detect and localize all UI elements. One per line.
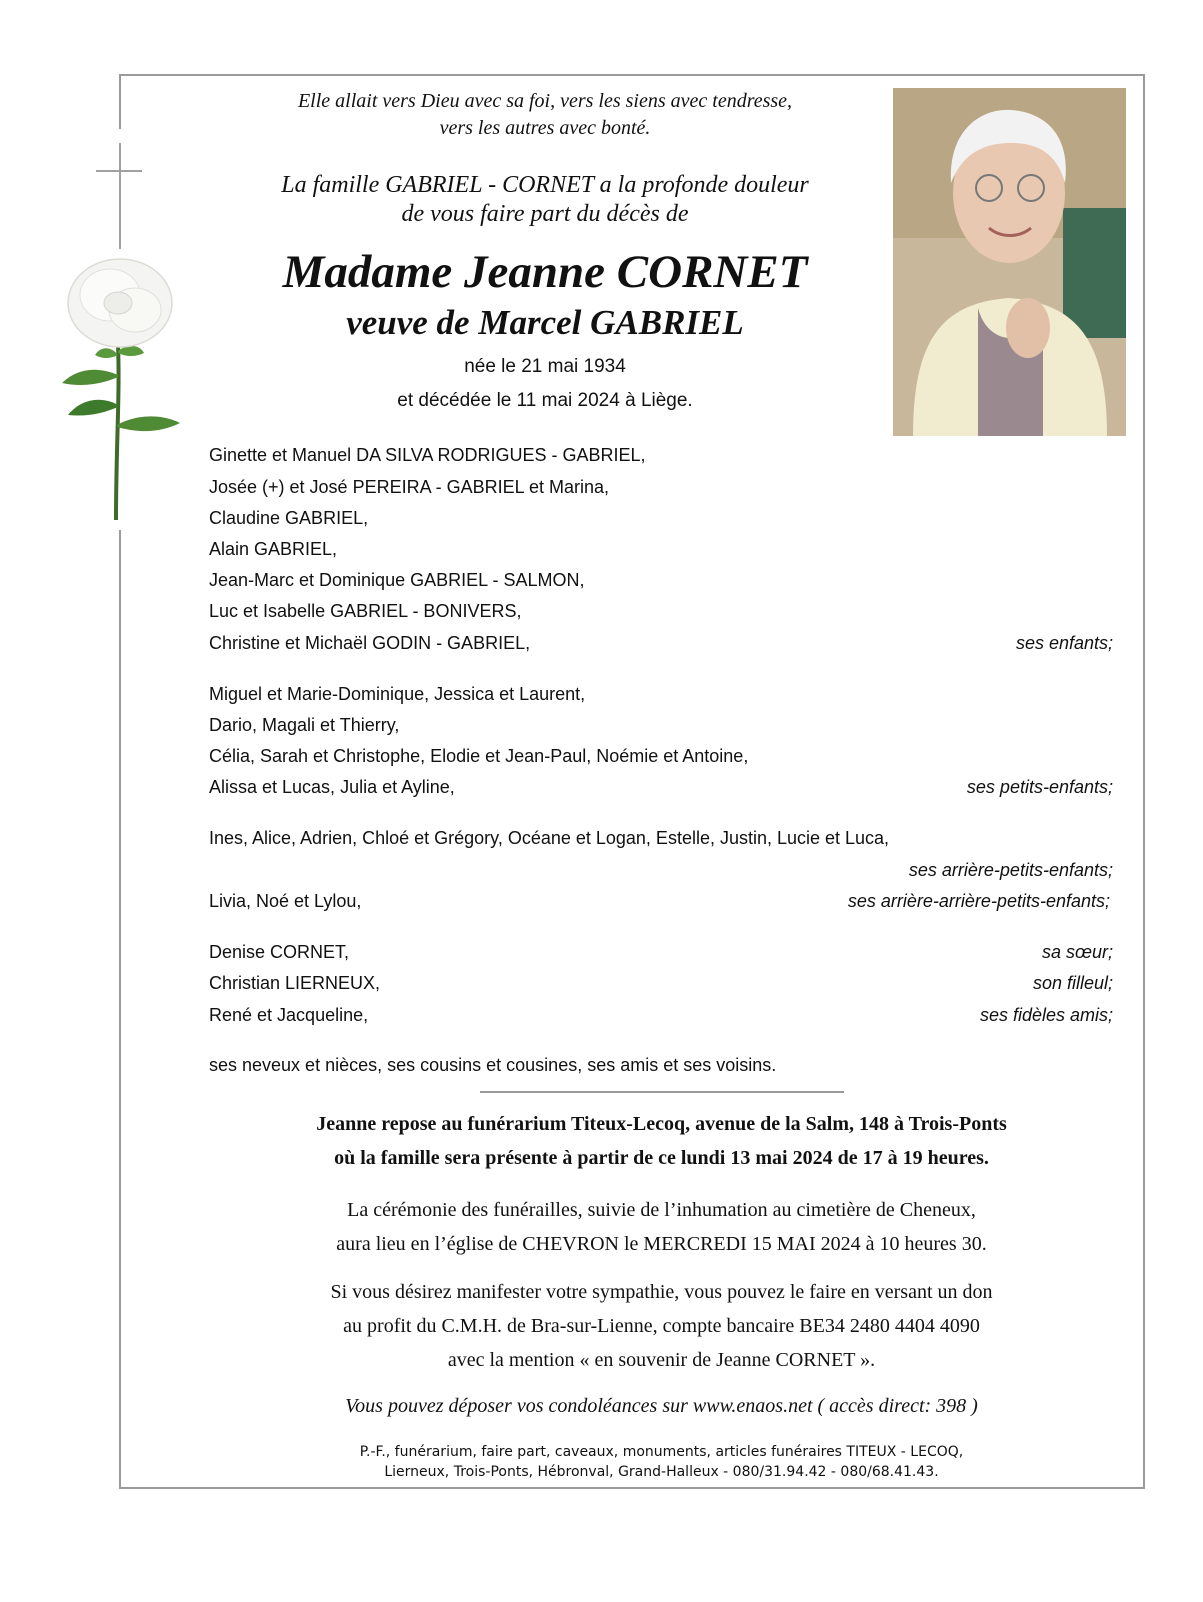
condolences-info: Vous pouvez déposer vos condoléances sur www.enaos.net ( accès direct: 398 ): [345, 1395, 978, 1417]
great-great-grandchildren-role: ses arrière-arrière-petits-enfants;: [847, 891, 1110, 911]
life-dates: [185, 350, 905, 418]
deceased-name: Madame Jeanne CORNET: [282, 246, 808, 298]
intro-line-1: La famille GABRIEL - CORNET a la profonde douleur: [281, 172, 809, 198]
border-bottom: [119, 1487, 1145, 1489]
border-left-upper: [119, 74, 121, 129]
visitation-info: [160, 1107, 1163, 1175]
child-line: Josée (+) et José PEREIRA - GABRIEL et Marina,: [209, 477, 609, 497]
donation-info: [160, 1275, 1163, 1377]
quote-line-2: vers les autres avec bonté.: [439, 117, 651, 139]
grandchild-line: Alissa et Lucas, Julia et Ayline,: [209, 777, 455, 797]
great-grandchildren-line: Ines, Alice, Adrien, Chloé et Grégory, Océane et Logan, Estelle, Justin, Lucie et Luca,: [209, 828, 890, 848]
footer-line-2: Lierneux, Trois-Ponts, Hébronval, Grand-Halleux - 080/31.94.42 - 080/68.41.43.: [384, 1464, 939, 1480]
donation-line-3: avec la mention « en souvenir de Jeanne CORNET ».: [447, 1349, 876, 1371]
child-line: Claudine GABRIEL,: [209, 508, 369, 528]
relative-name: René et Jacqueline,: [209, 1005, 369, 1025]
ceremony-info: [160, 1193, 1163, 1261]
border-left-lower: [119, 530, 121, 1489]
announcement-intro: [185, 171, 905, 229]
visitation-line-2: où la famille sera présente à partir de ce lundi 13 mai 2024 de 17 à 19 heures.: [334, 1147, 989, 1169]
donation-line-1: Si vous désirez manifester votre sympathie, vous pouvez le faire en versant un don: [330, 1281, 993, 1303]
divider: [480, 1091, 844, 1093]
death-date: et décédée le 11 mai 2024 à Liège.: [397, 390, 693, 411]
ceremony-line-1: La cérémonie des funérailles, suivie de l’inhumation au cimetière de Cheneux,: [347, 1199, 976, 1221]
great-great-grandchildren-line: Livia, Noé et Lylou,: [209, 891, 362, 911]
donation-line-2: au profit du C.M.H. de Bra-sur-Lienne, compte bancaire BE34 2480 4404 4090: [343, 1315, 980, 1337]
grandchildren-role: ses petits-enfants;: [966, 777, 1113, 797]
border-top: [119, 74, 1145, 76]
child-line: Luc et Isabelle GABRIEL - BONIVERS,: [209, 601, 522, 621]
relative-role: sa sœur;: [1041, 942, 1113, 962]
relative-name: Denise CORNET,: [209, 942, 350, 962]
child-line: Christine et Michaël GODIN - GABRIEL,: [209, 633, 531, 653]
visitation-line-1: Jeanne repose au funérarium Titeux-Lecoq, avenue de la Salm, 148 à Trois-Ponts: [316, 1113, 1007, 1135]
relative-name: Christian LIERNEUX,: [209, 973, 381, 993]
widow-of: veuve de Marcel GABRIEL: [346, 303, 744, 342]
extended-family-line: ses neveux et nièces, ses cousins et cousines, ses amis et ses voisins.: [209, 1055, 777, 1075]
opening-quote: [215, 88, 875, 142]
intro-line-2: de vous faire part du décès de: [401, 201, 689, 227]
child-line: Jean-Marc et Dominique GABRIEL - SALMON,: [209, 570, 585, 590]
great-grandchildren-role: ses arrière-petits-enfants;: [908, 860, 1113, 880]
footer-line-1: P.-F., funérarium, faire part, caveaux, monuments, articles funéraires TITEUX - LECOQ,: [359, 1444, 964, 1460]
white-rose-image: [40, 255, 195, 525]
quote-line-1: Elle allait vers Dieu avec sa foi, vers les siens avec tendresse,: [297, 90, 793, 112]
ceremony-line-2: aura lieu en l’église de CHEVRON le MERCREDI 15 MAI 2024 à 10 heures 30.: [336, 1233, 987, 1255]
portrait-photo: [893, 88, 1126, 436]
grandchild-line: Dario, Magali et Thierry,: [209, 715, 400, 735]
birth-date: née le 21 mai 1934: [464, 356, 626, 377]
grandchild-line: Miguel et Marie-Dominique, Jessica et Laurent,: [209, 684, 586, 704]
child-line: Alain GABRIEL,: [209, 539, 338, 559]
relative-role: ses fidèles amis;: [979, 1005, 1113, 1025]
funeral-home-footer: [160, 1442, 1163, 1482]
children-role: ses enfants;: [1015, 633, 1113, 653]
grandchild-line: Célia, Sarah et Christophe, Elodie et Jean-Paul, Noémie et Antoine,: [209, 746, 749, 766]
child-line: Ginette et Manuel DA SILVA RODRIGUES - GABRIEL,: [209, 445, 646, 465]
relative-role: son filleul;: [1032, 973, 1113, 993]
